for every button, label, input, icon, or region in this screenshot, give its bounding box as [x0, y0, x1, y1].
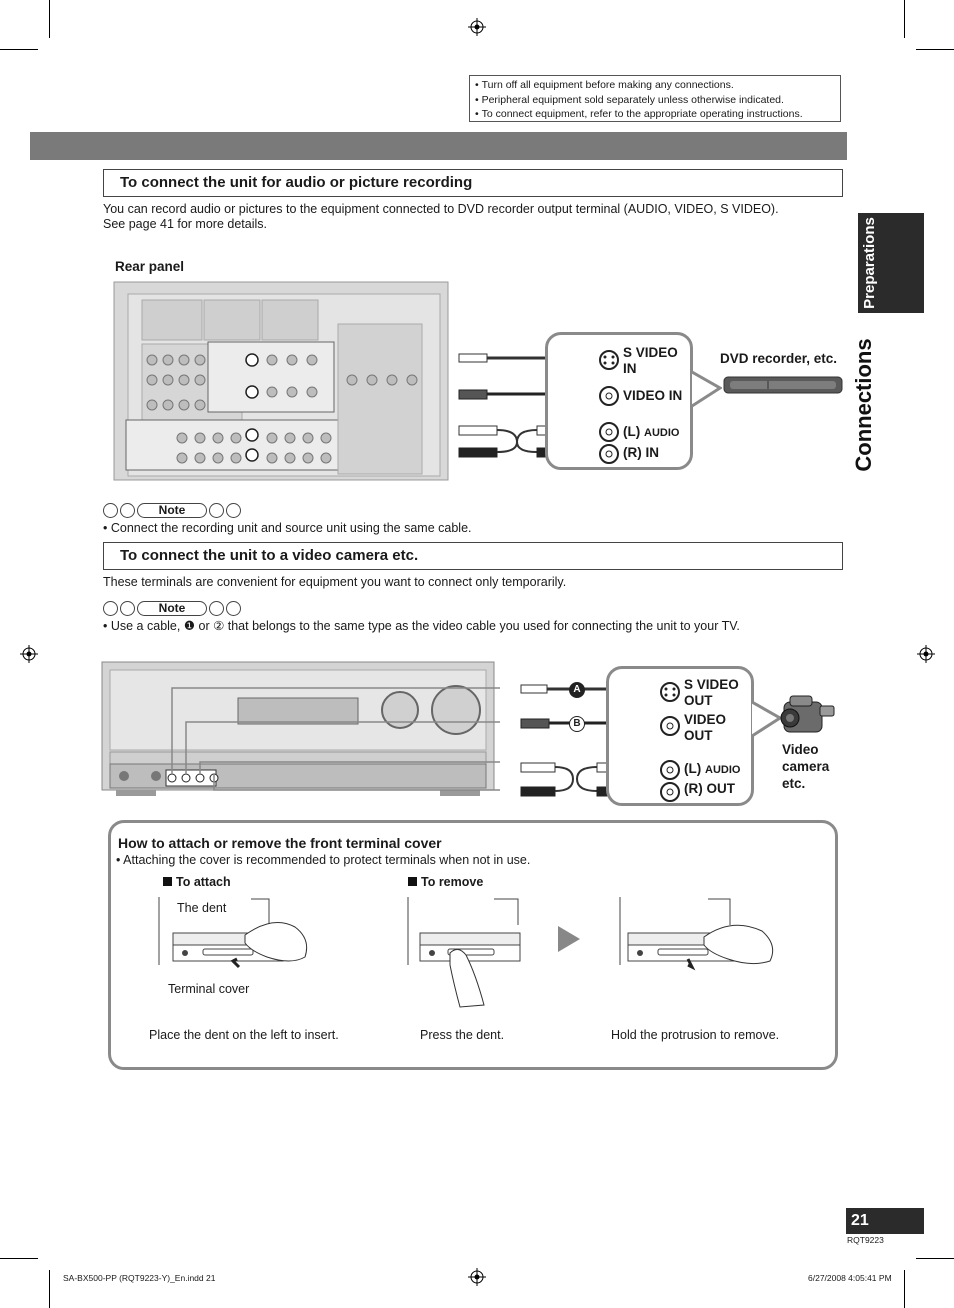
registration-mark-icon [468, 18, 486, 36]
note-heading: Note [103, 502, 243, 518]
registration-mark-icon [468, 1268, 486, 1286]
callout-pointer [692, 370, 722, 410]
crop-mark [0, 1258, 38, 1259]
dvd-recorder-icon [722, 374, 844, 396]
page-number: 21 [846, 1208, 924, 1234]
audio-l-label: (L) AUDIO [623, 424, 680, 439]
section-body: These terminals are convenient for equipment you want to connect only temporarily. [103, 575, 567, 589]
s-video-jack-icon [659, 681, 681, 703]
camera-terminal-panel [606, 666, 754, 806]
audio-r-out-label: (R) OUT [684, 781, 735, 796]
crop-mark [0, 49, 38, 50]
video-jack-icon [598, 385, 620, 407]
front-panel-illustration [100, 660, 500, 800]
next-step-arrow-icon [556, 924, 582, 954]
cover-heading: How to attach or remove the front terminal cover [118, 835, 442, 851]
cover-note: • Attaching the cover is recommended to protect terminals when not in use. [116, 853, 531, 867]
crop-mark [49, 0, 50, 38]
precaution-item: • Turn off all equipment before making any connections. [475, 78, 835, 93]
note-text: • Connect the recording unit and source unit using the same cable. [103, 521, 472, 535]
model-code: RQT9223 [847, 1235, 884, 1245]
audio-l-jack-icon [659, 759, 681, 781]
section-heading-recording: To connect the unit for audio or picture recording [103, 169, 843, 197]
crop-mark [904, 1270, 905, 1308]
video-camera-label: Video camera etc. [782, 742, 830, 791]
precaution-item: • Peripheral equipment sold separately unless otherwise indicated. [475, 93, 835, 108]
audio-r-jack-icon [598, 443, 620, 465]
tab-connections: Connections [851, 338, 876, 472]
section-body: You can record audio or pictures to the equipment connected to DVD recorder output terminal (AUDIO, VIDEO, S VIDEO). [103, 202, 779, 216]
s-video-out-label: S VIDEO OUT [684, 677, 739, 708]
s-video-jack-icon [598, 349, 620, 371]
crop-mark [49, 1270, 50, 1308]
header-bar [30, 132, 847, 160]
caption-attach: Place the dent on the left to insert. [149, 1028, 339, 1042]
video-in-label: VIDEO IN [623, 388, 683, 403]
crop-mark [916, 1258, 954, 1259]
timestamp: 6/27/2008 4:05:41 PM [808, 1273, 892, 1283]
audio-r-jack-icon [659, 781, 681, 803]
precaution-box [469, 75, 841, 122]
to-attach-label: To attach [163, 874, 231, 891]
rear-panel-label: Rear panel [115, 259, 185, 274]
note-heading: Note [103, 600, 243, 616]
dvd-recorder-label: DVD recorder, etc. [720, 351, 838, 366]
cable-a-badge: A [569, 682, 585, 698]
cable-b-badge: B [569, 716, 585, 732]
press-dent-illustration [400, 895, 530, 1010]
audio-l-jack-icon [598, 421, 620, 443]
audio-r-in-label: (R) IN [623, 445, 659, 460]
dvd-recorder-terminal-panel [545, 332, 693, 470]
section-body: See page 41 for more details. [103, 217, 267, 231]
caption-remove: Hold the protrusion to remove. [611, 1028, 780, 1042]
remove-cover-illustration [612, 895, 792, 990]
video-camera-icon [776, 688, 838, 744]
video-jack-icon [659, 715, 681, 737]
precaution-item: • To connect equipment, refer to the appropriate operating instructions. [475, 107, 835, 122]
caption-press: Press the dent. [420, 1028, 505, 1042]
tab-preparations: Preparations [858, 213, 924, 313]
rear-panel-illustration [112, 280, 452, 485]
crop-mark [904, 0, 905, 38]
the-dent-label: The dent [177, 901, 227, 915]
file-name: SA-BX500-PP (RQT9223-Y)_En.indd 21 [63, 1273, 216, 1283]
registration-mark-icon [20, 645, 38, 663]
terminal-cover-label: Terminal cover [168, 982, 250, 996]
s-video-in-label: S VIDEO IN [623, 345, 678, 376]
audio-l-label: (L) AUDIO [684, 761, 741, 776]
to-remove-label: To remove [408, 874, 483, 891]
crop-mark [916, 49, 954, 50]
note-text: • Use a cable, ❶ or ② that belongs to the same type as the video cable you used for connecting the unit to your TV. [103, 619, 740, 633]
video-out-label: VIDEO OUT [684, 712, 727, 743]
section-heading-video-camera: To connect the unit to a video camera etc. [103, 542, 843, 570]
registration-mark-icon [917, 645, 935, 663]
